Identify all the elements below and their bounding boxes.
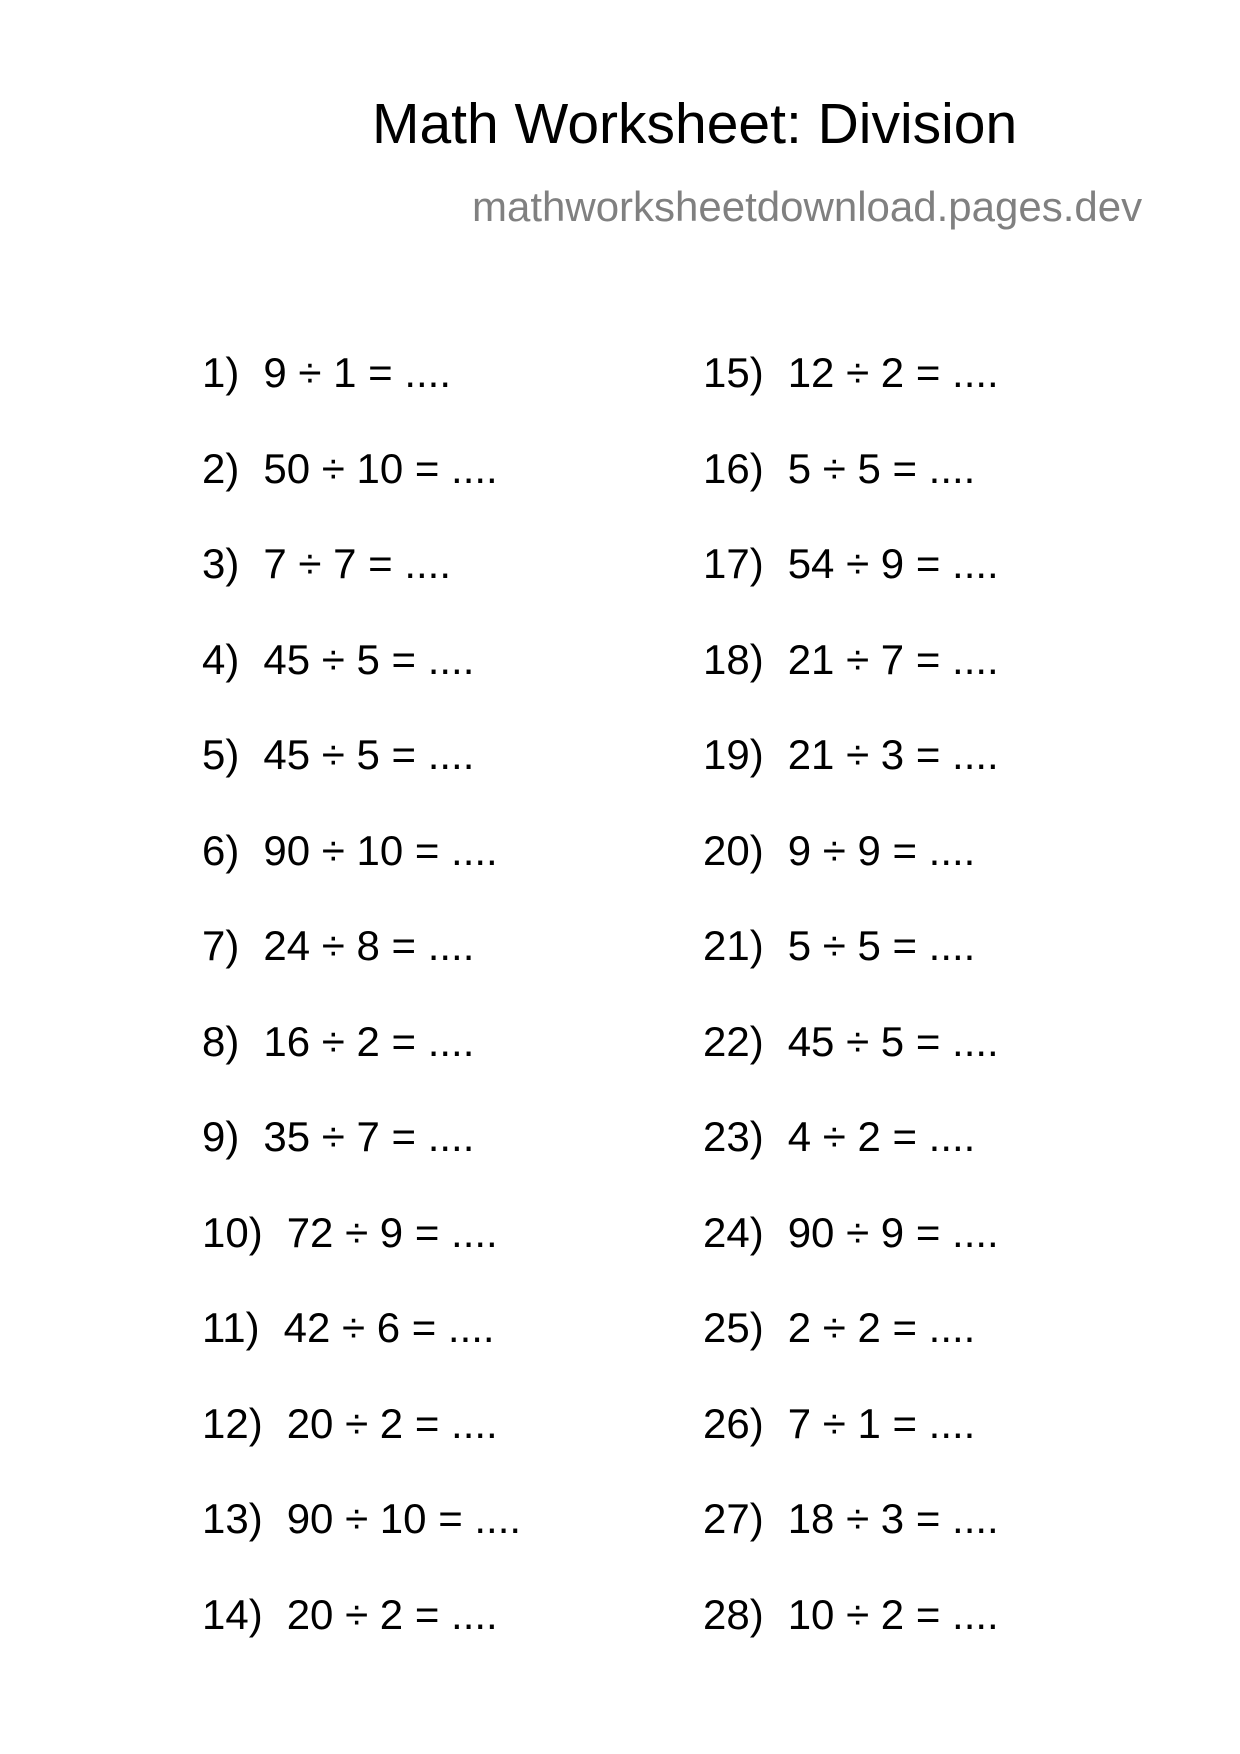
problem-expression: 20 ÷ 2 = ....	[286, 1590, 498, 1638]
problem-number: 10)	[202, 1208, 263, 1256]
problems-column-right	[703, 349, 999, 1689]
problem-expression: 21 ÷ 7 = ....	[787, 635, 999, 683]
problem-expression: 72 ÷ 9 = ....	[286, 1208, 498, 1256]
problem-expression: 9 ÷ 1 = ....	[263, 349, 452, 396]
problem-number: 6)	[202, 826, 240, 874]
problem-expression: 21 ÷ 3 = ....	[787, 731, 999, 778]
problem-number: 14)	[202, 1590, 263, 1638]
problem-number: 18)	[703, 635, 764, 683]
problem-number: 12)	[202, 1399, 263, 1447]
problem-number: 11)	[202, 1304, 260, 1351]
problem-expression: 35 ÷ 7 = ....	[263, 1113, 475, 1160]
problem-number: 27)	[703, 1495, 764, 1542]
problem-item	[202, 1399, 521, 1499]
problem-number: 20)	[703, 826, 764, 874]
website-url: mathworksheetdownload.pages.dev	[472, 183, 1143, 230]
problem-item	[703, 1495, 999, 1594]
problem-item	[703, 826, 999, 926]
problem-expression: 50 ÷ 10 = ....	[263, 444, 498, 492]
problem-item	[703, 922, 999, 1021]
problem-number: 1)	[202, 349, 240, 396]
problem-number: 26)	[703, 1399, 764, 1447]
problem-expression: 7 ÷ 7 = ....	[263, 540, 452, 587]
problem-item	[202, 826, 521, 926]
problem-number: 16)	[703, 444, 764, 492]
problem-item	[202, 444, 521, 544]
problem-number: 2)	[202, 444, 240, 492]
problem-expression: 7 ÷ 1 = ....	[787, 1399, 976, 1447]
problem-item	[202, 635, 521, 735]
problem-item	[703, 1590, 999, 1690]
problem-expression: 90 ÷ 9 = ....	[787, 1208, 999, 1256]
problem-number: 19)	[703, 731, 764, 778]
problem-expression: 90 ÷ 10 = ....	[286, 1495, 522, 1542]
problems-column-left	[202, 349, 522, 1689]
problem-item	[703, 444, 999, 544]
problem-expression: 54 ÷ 9 = ....	[787, 540, 999, 587]
problem-number: 7)	[202, 922, 240, 969]
problem-expression: 10 ÷ 2 = ....	[787, 1590, 999, 1638]
problem-number: 25)	[703, 1304, 764, 1351]
problem-item	[202, 1017, 521, 1117]
problem-expression: 5 ÷ 5 = ....	[787, 444, 976, 492]
problem-expression: 9 ÷ 9 = ....	[787, 826, 976, 874]
problem-item	[202, 1113, 521, 1212]
problem-expression: 20 ÷ 2 = ....	[286, 1399, 498, 1447]
problem-item	[202, 922, 521, 1021]
problem-number: 3)	[202, 540, 240, 587]
problem-item	[703, 635, 999, 735]
problem-number: 21)	[703, 922, 764, 969]
problem-item	[703, 1017, 999, 1117]
problem-expression: 18 ÷ 3 = ....	[787, 1495, 999, 1542]
worksheet-title: Math Worksheet: Division	[372, 92, 1018, 156]
problem-expression: 24 ÷ 8 = ....	[263, 922, 475, 969]
problem-item	[202, 1304, 521, 1403]
problem-expression: 45 ÷ 5 = ....	[263, 731, 475, 778]
problem-item	[703, 540, 999, 639]
problem-expression: 45 ÷ 5 = ....	[787, 1017, 999, 1065]
problem-item	[703, 349, 999, 448]
problem-number: 22)	[703, 1017, 764, 1065]
problem-expression: 2 ÷ 2 = ....	[787, 1304, 976, 1351]
problem-expression: 5 ÷ 5 = ....	[787, 922, 976, 969]
problem-number: 17)	[703, 540, 764, 587]
problem-item	[202, 1208, 521, 1308]
problem-item	[703, 1208, 999, 1308]
problem-number: 5)	[202, 731, 240, 778]
problem-expression: 42 ÷ 6 = ....	[283, 1304, 495, 1351]
problem-expression: 45 ÷ 5 = ....	[263, 635, 475, 683]
problem-item	[703, 1399, 999, 1499]
problem-item	[703, 731, 999, 830]
problem-item	[202, 349, 521, 448]
problem-item	[202, 1495, 522, 1594]
problem-number: 4)	[202, 635, 240, 683]
problem-number: 15)	[703, 349, 764, 396]
problem-item	[202, 1590, 521, 1690]
problem-number: 24)	[703, 1208, 764, 1256]
problem-item	[202, 731, 521, 830]
problem-expression: 12 ÷ 2 = ....	[787, 349, 999, 396]
problem-expression: 4 ÷ 2 = ....	[787, 1113, 976, 1160]
problem-number: 9)	[202, 1113, 240, 1160]
problem-number: 28)	[703, 1590, 764, 1638]
problem-number: 13)	[202, 1495, 263, 1542]
problem-expression: 16 ÷ 2 = ....	[263, 1017, 475, 1065]
problem-number: 23)	[703, 1113, 764, 1160]
problem-expression: 90 ÷ 10 = ....	[263, 826, 498, 874]
problem-item	[202, 540, 521, 639]
problem-item	[703, 1113, 999, 1212]
problem-item	[703, 1304, 999, 1403]
problem-number: 8)	[202, 1017, 240, 1065]
